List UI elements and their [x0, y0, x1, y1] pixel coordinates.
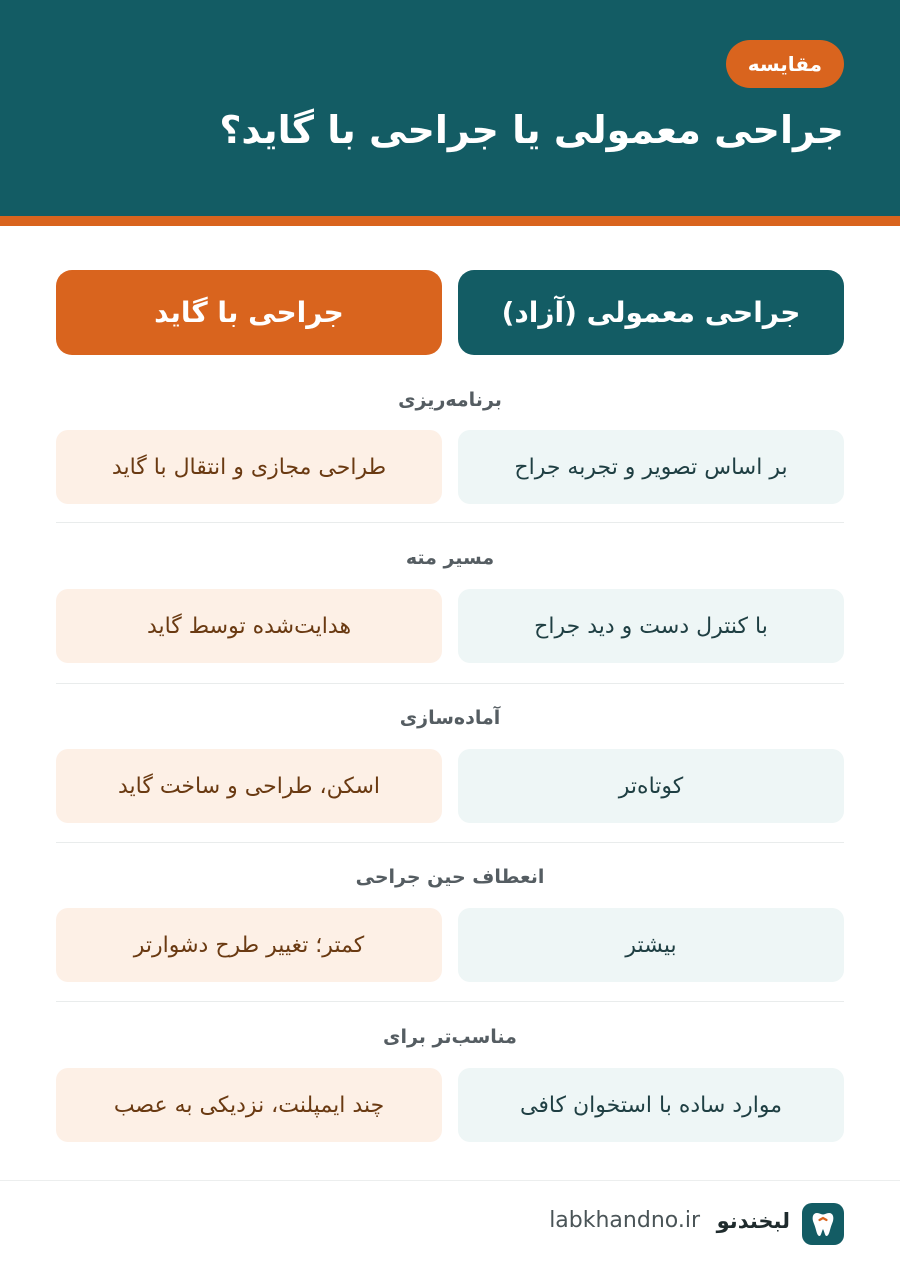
row-label-planning: برنامه‌ریزی	[398, 389, 502, 411]
column-header-conventional: جراحی معمولی (آزاد)	[458, 270, 844, 355]
header	[0, 0, 900, 216]
cell-guided-flexibility: کمتر؛ تغییر طرح دشوارتر	[56, 908, 442, 982]
row-divider	[56, 522, 844, 523]
brand-name: لبخندنو	[716, 1209, 790, 1233]
cell-conventional-preparation: کوتاه‌تر	[458, 749, 844, 823]
row-label-drill-path: مسیر مته	[405, 547, 495, 569]
page-title: جراحی معمولی یا جراحی با گاید؟	[219, 108, 844, 152]
row-divider	[56, 842, 844, 843]
row-label-best-for: مناسب‌تر برای	[383, 1026, 517, 1048]
row-divider	[56, 683, 844, 684]
brand-logo	[802, 1203, 844, 1245]
cell-conventional-best-for: موارد ساده با استخوان کافی	[458, 1068, 844, 1142]
row-label-preparation: آماده‌سازی	[399, 707, 501, 729]
row-label-flexibility: انعطاف حین جراحی	[355, 866, 545, 888]
cell-conventional-drill-path: با کنترل دست و دید جراح	[458, 589, 844, 663]
column-header-guided: جراحی با گاید	[56, 270, 442, 355]
tooth-icon	[811, 1211, 835, 1237]
cell-guided-drill-path: هدایت‌شده توسط گاید	[56, 589, 442, 663]
row-divider	[56, 1001, 844, 1002]
cell-conventional-planning: بر اساس تصویر و تجربه جراح	[458, 430, 844, 504]
cell-guided-best-for: چند ایمپلنت، نزدیکی به عصب	[56, 1068, 442, 1142]
category-badge: مقایسه	[726, 40, 844, 88]
cell-guided-preparation: اسکن، طراحی و ساخت گاید	[56, 749, 442, 823]
cell-conventional-flexibility: بیشتر	[458, 908, 844, 982]
footer-divider	[0, 1180, 900, 1181]
website-link[interactable]: labkhandno.ir	[549, 1208, 700, 1233]
header-accent-stripe	[0, 216, 900, 226]
cell-guided-planning: طراحی مجازی و انتقال با گاید	[56, 430, 442, 504]
